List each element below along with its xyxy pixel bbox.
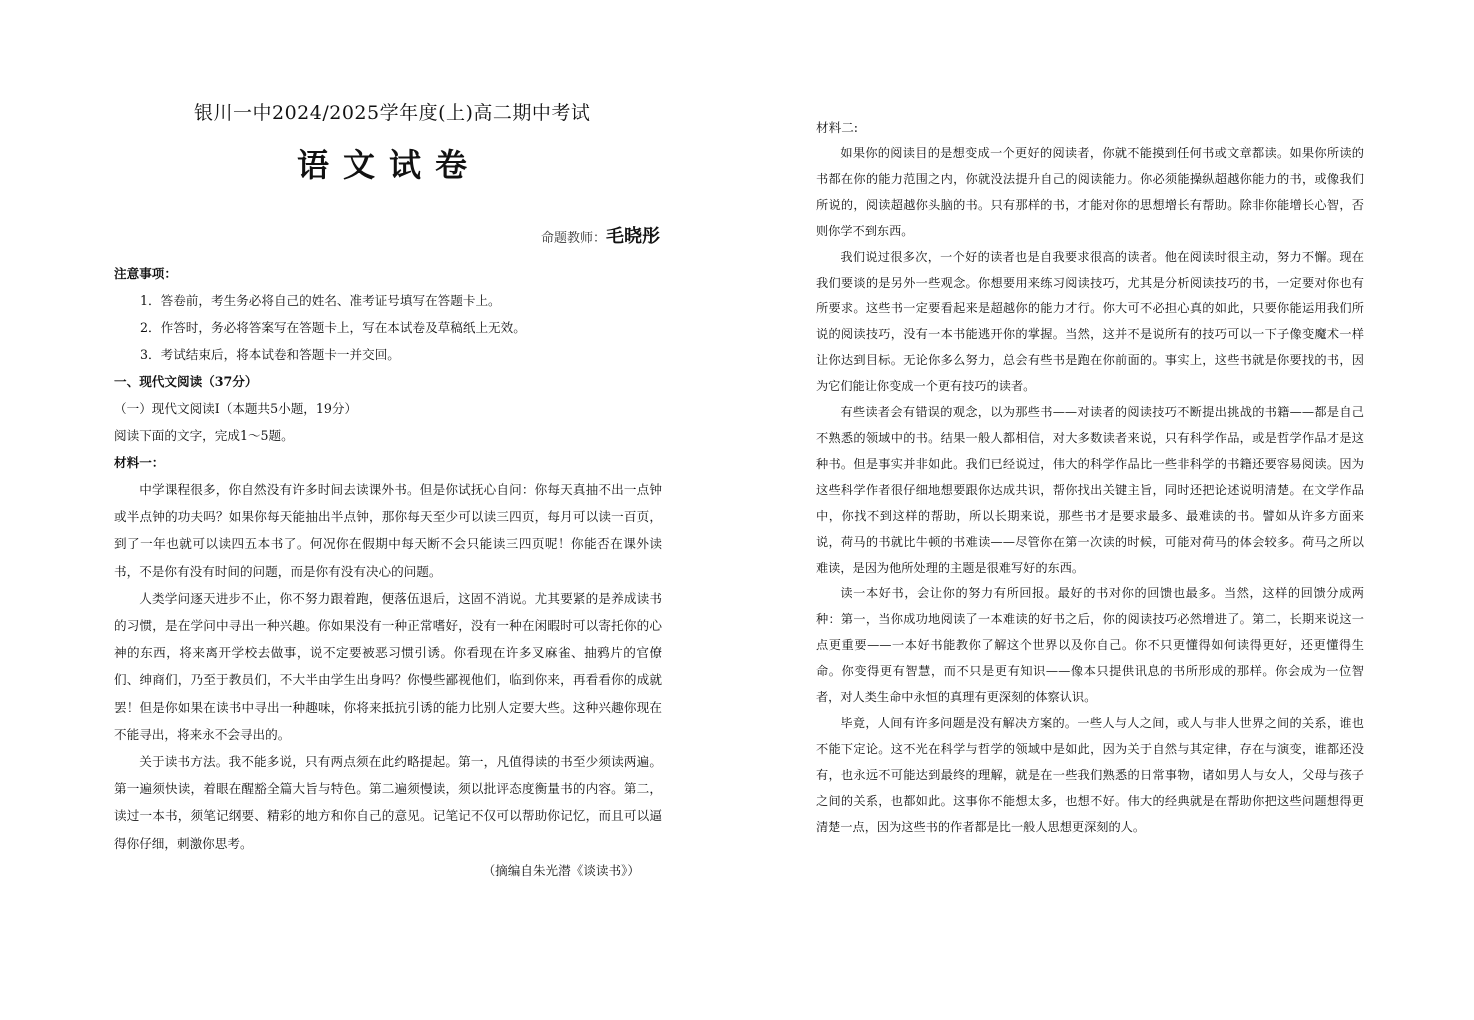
section-heading: 一、现代文阅读（37分） xyxy=(114,374,258,389)
material2-label: 材料二: xyxy=(816,120,859,135)
notice-item: 3．考试结束后，将本试卷和答题卡一并交回。 xyxy=(140,347,400,362)
section-instruction: 阅读下面的文字，完成1～5题。 xyxy=(114,428,294,443)
material1-paragraph: 人类学问逐天进步不止，你不努力跟着跑，便落伍退后，这固不消说。尤其要紧的是养成读书的习惯，是在学问中寻出一种兴趣。你如果没有一种正常嗜好，没有一种在闲暇时可以寄托你的心神的东西，将来离开学校去做事，说不定要被恶习惯引诱。你看现在许多叉麻雀、抽鸦片的官僚们、绅商们，乃至于教员们，不大半由学生出身吗？你慢些鄙视他们，临到你来，再看看你的成就罢！但是你如果在读书中寻出一种趣味，你将来抵抗引诱的能力比别人定要大些。这种兴趣你现在不能寻出，将来永不会寻出的。 xyxy=(114,590,662,742)
material2-paragraph: 如果你的阅读目的是想变成一个更好的阅读者，你就不能摸到任何书或文章都读。如果你所读的书都在你的能力范围之内，你就没法提升自己的阅读能力。你必须能操纵超越你能力的书，或像我们所说的，阅读超越你头脑的书。只有那样的书，才能对你的思想增长有帮助。除非你能增长心智，否则你学不到东西。 xyxy=(816,146,1364,238)
notice-item: 2．作答时，务必将答案写在答题卡上，写在本试卷及草稿纸上无效。 xyxy=(140,320,526,335)
notice-section xyxy=(114,260,662,884)
material1-label: 材料一： xyxy=(114,455,165,470)
material2-paragraph: 有些读者会有错误的观念，以为那些书——对读者的阅读技巧不断提出挑战的书籍——都是自己不熟悉的领域中的书。结果一般人都相信，对大多数读者来说，只有科学作品，或是哲学作品才是这种书。但是事实并非如此。我们已经说过，伟大的科学作品比一些非科学的书籍还要容易阅读。因为这些科学作者很仔细地想要跟你达成共识，帮你找出关键主旨，同时还把论述说明清楚。在文学作品中，你找不到这样的帮助，所以长期来说，那些书才是要求最多、最难读的书。譬如从许多方面来说，荷马的书就比牛顿的书难读——尽管你在第一次读的时候，可能对荷马的体会较多。荷马之所以难读，是因为他所处理的主题是很难写好的东西。 xyxy=(816,405,1364,575)
exam-title: 银川一中2024/2025学年度(上)高二期中考试 xyxy=(194,102,591,124)
teacher-name: 毛晓彤 xyxy=(606,226,660,247)
material2-paragraph: 我们说过很多次，一个好的读者也是自我要求很高的读者。他在阅读时很主动，努力不懈。现在我们要谈的是另外一些观念。你想要用来练习阅读技巧，尤其是分析阅读技巧的书，一定要对你也有所要求。这些书一定要看起来是超越你的能力才行。你大可不必担心真的如此，只要你能运用我们所说的阅读技巧，没有一本书能逃开你的掌握。当然，这并不是说所有的技巧可以一下子像变魔术一样让你达到目标。无论你多么努力，总会有些书是跑在你前面的。事实上，这些书就是你要找的书，因为它们能让你变成一个更有技巧的读者。 xyxy=(816,249,1364,394)
material1-paragraph: 中学课程很多，你自然没有许多时间去读课外书。但是你试抚心自问：你每天真抽不出一点钟或半点钟的功夫吗？如果你每天能抽出半点钟，那你每天至少可以读三四页，每月可以读一百页，到了一年也就可以读四五本书了。何况你在假期中每天断不会只能读三四页呢！你能否在课外读书，不是你有没有时间的问题，而是你有没有决心的问题。 xyxy=(114,482,662,579)
notice-heading: 注意事项： xyxy=(114,266,177,281)
material2-paragraph: 读一本好书，会让你的努力有所回报。最好的书对你的回馈也最多。当然，这样的回馈分成两种：第一，当你成功地阅读了一本难读的好书之后，你的阅读技巧必然增进了。第二，长期来说这一点更重要——一本好书能教你了解这个世界以及你自己。你不只更懂得如何读得更好，还更懂得生命。你变得更有智慧，而不只是更有知识——像本只提供讯息的书所形成的那样。你会成为一位智者，对人类生命中永恒的真理有更深刻的体察认识。 xyxy=(816,586,1364,705)
teacher-credit xyxy=(541,222,660,248)
material1-source: （摘编自朱光潜《谈读书》） xyxy=(482,862,640,878)
material2-paragraph: 毕竟，人间有许多问题是没有解决方案的。一些人与人之间，或人与非人世界之间的关系，谁也不能下定论。这不光在科学与哲学的领域中是如此，因为关于自然与其定律，存在与演变，谁都还没有，也永远不可能达到最终的理解，就是在一些我们熟悉的日常事物，诸如男人与女人，父母与孩子之间的关系，也都如此。这事你不能想太多，也想不好。伟大的经典就是在帮助你把这些问题想得更清楚一点，因为这些书的作者都是比一般人思想更深刻的人。 xyxy=(816,715,1364,834)
section-subheading: （一）现代文阅读Ⅰ（本题共5小题，19分） xyxy=(114,401,358,416)
material1-paragraph: 关于读书方法。我不能多说，只有两点须在此约略提起。第一，凡值得读的书至少须读两遍。第一遍须快读，着眼在醒豁全篇大旨与特色。第二遍须慢读，须以批评态度衡量书的内容。第二，读过一本书，须笔记纲要、精彩的地方和你自己的意见。记笔记不仅可以帮助你记忆，而且可以逼得你仔细，刺激你思考。 xyxy=(114,754,662,851)
teacher-label: 命题教师： xyxy=(540,231,606,246)
material2-section xyxy=(816,114,1364,840)
notice-item: 1．答卷前，考生务必将自己的姓名、准考证号填写在答题卡上。 xyxy=(140,293,501,308)
subject-title: 语文试卷 xyxy=(296,146,481,184)
